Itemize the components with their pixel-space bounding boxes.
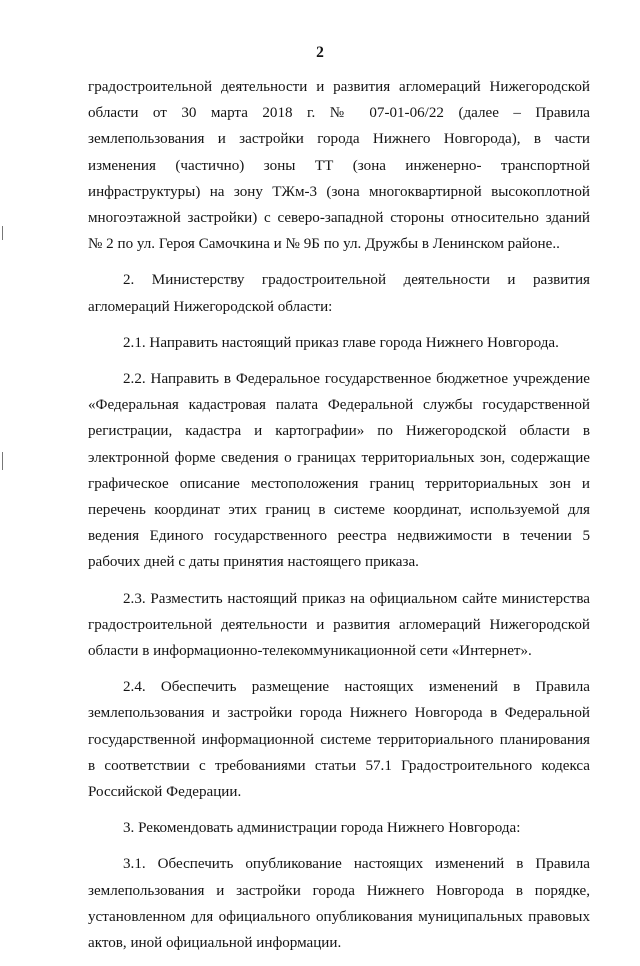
paragraph-item-2-1: 2.1. Направить настоящий приказ главе города Нижнего Новгорода. xyxy=(123,334,559,351)
paragraph-item-2-4: 2.4. Обеспечить размещение настоящих изменений в Правила землепользования и застройки города Нижнего Новгорода в Федеральной государственной информационной системе территориального планирования в соответствии с требованиями статьи 57.1 Градостроительного кодекса Российской Федерации. xyxy=(88,679,590,801)
paragraph-item-3-1: 3.1. Обеспечить опубликование настоящих изменений в Правила землепользования и застройки города Нижнего Новгорода в порядке, установленном для официального опубликования муниципальных правовых актов, иной официальной информации. xyxy=(88,856,590,952)
scan-mark-middle xyxy=(2,452,3,470)
document-body xyxy=(88,74,590,966)
paragraph-continuation: градостроительной деятельности и развития агломераций Нижегородской области от 30 марта 2018 г. № 07-01-06/22 (далее – Правила землепользования и застройки города Нижнего Новгорода), в части изменения (частично) зоны ТТ (зона инженерно- транспортной инфраструктуры) на зону ТЖм-3 (зона многоквартирной высокоплотной многоэтажной застройки) с северо-западной стороны относительно зданий № 2 по ул. Героя Самочкина и № 9Б по ул. Дружбы в Ленинском районе.. xyxy=(88,79,590,253)
paragraph-item-2-3: 2.3. Разместить настоящий приказ на официальном сайте министерства градостроительной деятельности и развития агломераций Нижегородской области в информационно-телекоммуникационной сети «Интернет». xyxy=(88,590,590,660)
page-number: 2 xyxy=(316,44,324,61)
scan-mark-top xyxy=(2,226,3,240)
paragraph-item-2: 2. Министерству градостроительной деятельности и развития агломераций Нижегородской области: xyxy=(88,272,590,315)
paragraph-item-2-2: 2.2. Направить в Федеральное государственное бюджетное учреждение «Федеральная кадастровая палата Федеральной службы государственной регистрации, кадастра и картографии» по Нижегородской области в электронной форме сведения о границах территориальных зон, содержащие графическое описание местоположения границ территориальных зон и перечень координат этих границ в системе координат, используемой для ведения Единого государственного реестра недвижимости в течении 5 рабочих дней с даты принятия настоящего приказа. xyxy=(88,371,590,571)
paragraph-item-3: 3. Рекомендовать администрации города Нижнего Новгорода: xyxy=(123,820,521,837)
